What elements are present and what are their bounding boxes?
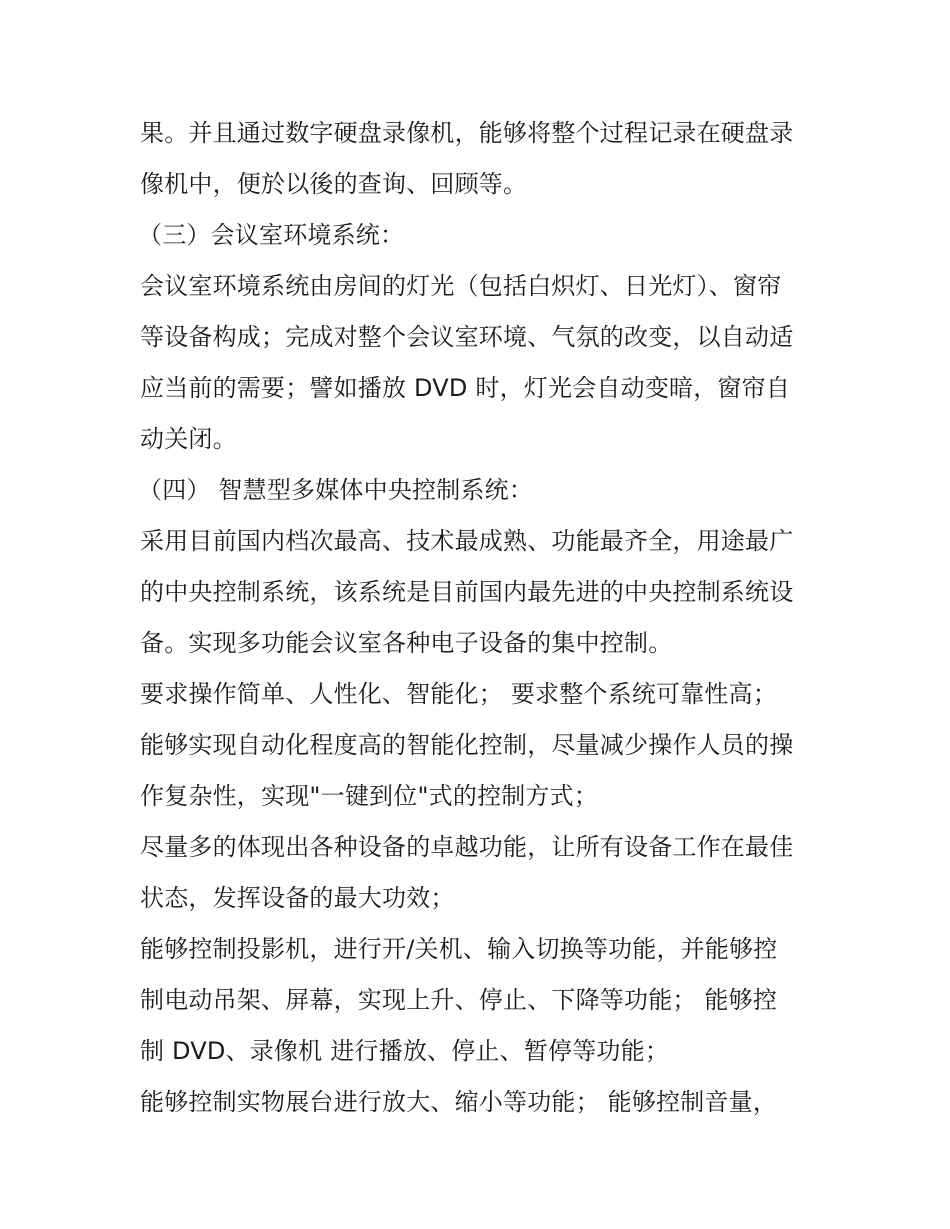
text-line: 动关闭。 [140, 425, 237, 453]
text-line: 制 DVD、录像机 进行播放、停止、暂停等功能； [140, 1037, 670, 1065]
text-line: 制电动吊架、屏幕，实现上升、停止、下降等功能； 能够控 [140, 986, 778, 1014]
text-line: 能够控制实物展台进行放大、缩小等功能； 能够控制音量， [140, 1088, 778, 1116]
section-heading: （三）会议室环境系统： [138, 221, 405, 249]
text-line: 能够实现自动化程度高的智能化控制，尽量减少操作人员的操 [140, 731, 794, 759]
text-line: 备。实现多功能会议室各种电子设备的集中控制。 [140, 629, 673, 657]
text-line: 会议室环境系统由房间的灯光（包括白炽灯、日光灯）、窗帘 [140, 272, 782, 300]
text-line: 状态，发挥设备的最大功效； [140, 884, 455, 912]
text-line: 要求操作简单、人性化、智能化； 要求整个系统可靠性高； [140, 680, 778, 708]
text-line: 像机中，便於以後的查询、回顾等。 [140, 170, 528, 198]
text-line: 果。并且通过数字硬盘录像机，能够将整个过程记录在硬盘录 [140, 119, 794, 147]
text-line: 等设备构成；完成对整个会议室环境、气氛的改变，以自动适 [140, 323, 794, 351]
text-line: 的中央控制系统，该系统是目前国内最先进的中央控制系统设 [140, 578, 794, 606]
text-line: 能够控制投影机，进行开/关机、输入切换等功能，并能够控 [140, 935, 778, 963]
text-line: 应当前的需要；譬如播放 DVD 时，灯光会自动变暗，窗帘自 [140, 374, 791, 402]
section-heading: （四） 智慧型多媒体中央控制系统： [138, 476, 534, 504]
document-body [140, 108, 820, 1128]
text-line: 尽量多的体现出各种设备的卓越功能，让所有设备工作在最佳 [140, 833, 794, 861]
text-line: 采用目前国内档次最高、技术最成熟、功能最齐全，用途最广 [140, 527, 794, 555]
text-line: 作复杂性，实现"一键到位"式的控制方式； [140, 782, 599, 810]
